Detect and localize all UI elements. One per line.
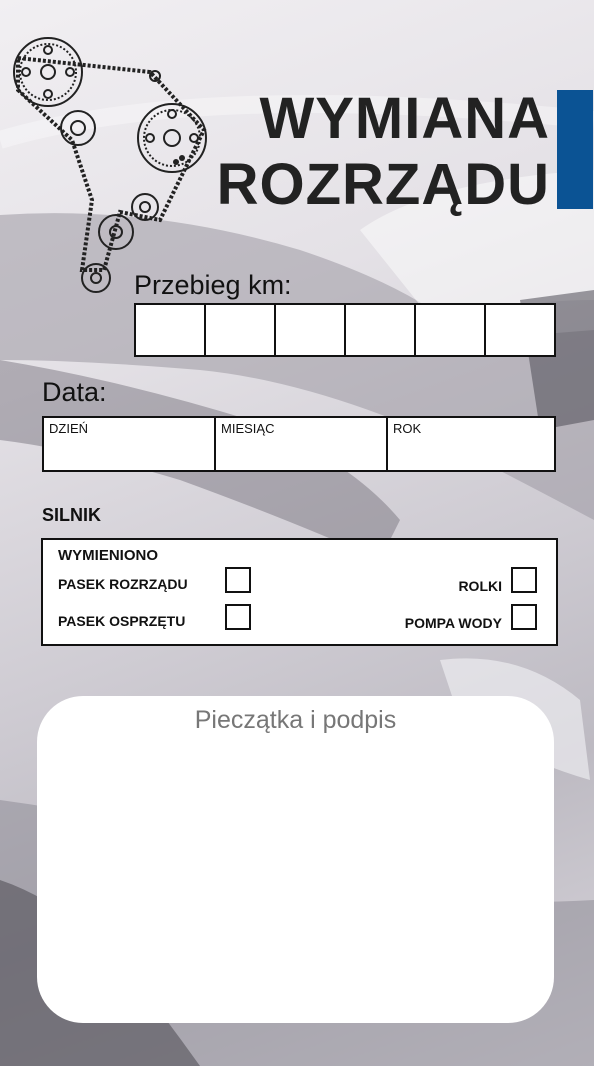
- title-line-1: WYMIANA: [259, 86, 550, 151]
- stamp-signature-area[interactable]: [37, 696, 554, 1023]
- day-field[interactable]: [44, 418, 216, 470]
- rollers-checkbox[interactable]: [511, 567, 537, 593]
- month-field[interactable]: [216, 418, 388, 470]
- rollers-label: ROLKI: [458, 578, 502, 594]
- mileage-label: Przebieg km:: [134, 270, 292, 300]
- mileage-digit-3[interactable]: [276, 305, 346, 355]
- day-label: DZIEŃ: [49, 421, 88, 436]
- date-label: Data:: [42, 377, 107, 407]
- mileage-digit-2[interactable]: [206, 305, 276, 355]
- water-pump-label: POMPA WODY: [404, 615, 502, 631]
- accessory-belt-label: PASEK OSPRZĘTU: [58, 613, 186, 629]
- mileage-digit-1[interactable]: [136, 305, 206, 355]
- timing-belt-label: PASEK ROZRZĄDU: [58, 576, 188, 592]
- mileage-field[interactable]: [134, 303, 556, 357]
- date-field: [42, 416, 556, 472]
- title-line-2: ROZRZĄDU: [216, 152, 550, 217]
- mileage-digit-5[interactable]: [416, 305, 486, 355]
- engine-heading: SILNIK: [42, 505, 102, 525]
- engine-section: [41, 538, 558, 646]
- year-field[interactable]: [388, 418, 554, 470]
- accent-bar: [557, 90, 593, 209]
- mileage-digit-6[interactable]: [486, 305, 554, 355]
- timing-belt-icon: [0, 0, 240, 310]
- water-pump-checkbox[interactable]: [511, 604, 537, 630]
- month-label: MIESIĄC: [221, 421, 275, 436]
- accessory-belt-checkbox[interactable]: [225, 604, 251, 630]
- stamp-label: Pieczątka i podpis: [194, 706, 397, 734]
- year-label: ROK: [393, 421, 422, 436]
- timing-belt-checkbox[interactable]: [225, 567, 251, 593]
- mileage-digit-4[interactable]: [346, 305, 416, 355]
- replaced-heading: WYMIENIONO: [58, 547, 158, 564]
